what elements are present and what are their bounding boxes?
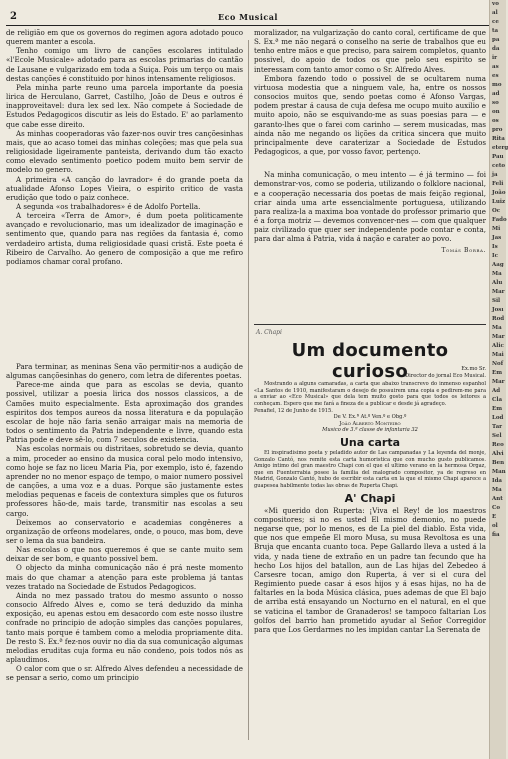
edge-word: Mai (492, 352, 504, 358)
edge-word-list (490, 0, 506, 540)
edge-word: Cla (492, 397, 503, 403)
paragraph: Pela minha parte reuno uma parcela importante da poesia lirica de Herculano, Garret, Castilho, João de Deus e outros é inapproveitavel: dura lex sed lex. Não compete á Sociedade de Estudos Pedagogicos discutir as leis do Estado. E' ao parlamento que cabe esse direito. (6, 82, 243, 129)
edge-word: E (492, 514, 497, 520)
edge-word: Ad (492, 388, 501, 394)
edge-word: so (492, 100, 499, 106)
edge-word: Ben (492, 460, 505, 466)
edge-word: Alic (492, 343, 504, 349)
edge-word: es (492, 73, 499, 79)
subheading: Una carta (339, 435, 401, 449)
paragraph: de religião em que os governos do regimen agora adotado pouco querem manter a escola. (6, 28, 243, 47)
paragraph: A primeira «A canção do lavrador» é do grande poeta da atualidade Afonso Lopes Vieira, o espirito critico de vasta erudição que todo o paiz conhece. (6, 174, 243, 202)
author-name: João Alberto Monteiro (339, 420, 401, 427)
edge-word: Sel (492, 433, 502, 439)
article-intro: Mostrando a alguns camaradas, a carta que abaixo transcrevo do inmenso espanhol «La Santos de 1910, manifestaram o desejo de possuirem uma copia e pedirem-me para a enviar ao «Eco Musical» que dela tem muito gosto para que todos os leitores a conheçam. Espero que me fará a fineza de a publicar e desde já agradeço. (254, 381, 486, 407)
place-date: Penafiel, 12 de Junho de 1915. (254, 407, 333, 414)
edge-word: ol (492, 523, 498, 529)
paragraph: Deixemos ao conservatorio e academias congêneres a organização de orfeons modelares, onde, o pouco, mas bom, deve ser o lema da sua bandeira. (6, 517, 243, 545)
edge-word: Man (492, 469, 506, 475)
edge-word: Tar (492, 424, 503, 430)
edge-word: pa (492, 37, 500, 43)
edge-word: Nof (492, 361, 504, 367)
edge-word: ja (492, 172, 498, 178)
letter-body: «Mi querido don Ruperta: ¡Viva el Rey! de los maestros compositores; si no es usted El mismo demonio, no puede negarse que, por lo menos, es de La piel del diablo. Esta vida, que nos que empeñe El moro Musa, su musa Revoltosa es una Bruja que encanta cuanto toca. Pepe Gallardo lleva a usted á la vida, y nada tiene de extraño en un padre tan fecundo que ha hecho Los hijos del batallon, aun de Las hijas del Zebedeo á Carsesre tocan, amigo don Ruperta, á ver si el cura del Regimiento puede casar á esos hijos y á esas hijas, no ha de faltarles en la boda Música clásica, pues ademas de que El bajo de arriba está ensayando un Nocturno en el natural, en el que se vaticina el tambor de Granaderos! se tampoco faltarian Los golfos del barrio han prometido ayudar al Señor Corregidor para que Los Gerdarmes no les impidan cantar La Serenata de (254, 505, 486, 634)
edge-word: Jas (492, 235, 502, 241)
author-signature: Tomás Borba. (441, 247, 486, 255)
edge-word: ceto (492, 163, 506, 169)
edge-word: da (492, 46, 500, 52)
edge-word: Oc (492, 208, 501, 214)
paragraph: O calor com que o sr. Alfredo Alves defendeu a necessidade de se pensar a serio, como um principio (6, 664, 243, 683)
edge-word: Pau (492, 154, 504, 160)
letter-intro: El inspiradisimo poeta y peladido autor de Las campanadas y La leyenda del monje, Gonzalo Cantó, nos remite esta carta humoristica que con mucho gusto publicamos. Amigo intimo del gran maestro Chapi con el que el ultimo verano en la hermosa Orgaz, que en Fuenterrabia posee la familia del malogrado compositor, ya de regreso en Madrid, Gonzalo Cantó, hubo de escribir esta carta en la que el mismo Chapi aparece a guapesea habilmente todas las obras de Ruperta Chapi. (254, 450, 486, 490)
edge-word: ir (492, 55, 497, 61)
paragraph: Nas escolas o que nos queremos é que se cante muito sem deixar de ser bom, e quanto possivel bem. (6, 545, 243, 564)
edge-word: os (492, 118, 499, 124)
section-rule (254, 324, 486, 325)
edge-word: eterg (492, 145, 508, 151)
paragraph: A segunda «os trabalhadores» é de Adolfo Portella. (16, 201, 201, 211)
edge-word: Lod (492, 415, 504, 421)
edge-word: Feli (492, 181, 504, 187)
edge-word: ce (492, 19, 499, 25)
left-column-bottom (6, 362, 243, 682)
adjacent-page-edge (489, 0, 506, 759)
edge-word: Ma (492, 325, 502, 331)
edge-word: Ida (492, 478, 502, 484)
edge-word: fia (492, 532, 500, 538)
edge-word: vo (492, 1, 499, 7)
edge-word: Ma (492, 271, 502, 277)
edge-word: Em (492, 370, 503, 376)
closing: De V. Ex.ª At.º Ven.º e Obg.º (333, 414, 407, 421)
column-divider (248, 40, 249, 740)
paragraph: Ainda no mez passado tratou do mesmo assunto o nosso consocio Alfredo Alves e, como se terá deduzido da minha exposição, eu apenas estou em desacordo com este nosso ilustre confrade no principio de adoção simples das canções populares, tanto mais porque é tambem como a melodia propriamente dita. De resto S. Ex.ª fez-nos ouvir no dia da sua comunicação algumas melodias eruditas cuja forma eu não condeno, pois todos nós as aplaudimos. (6, 590, 243, 664)
paragraph: Nas escolas normais ou distritaes, sobretudo se devia, quanto a mim, proceder ao ensino da musica coral pelo modo intensivo, como hoje se faz no liceu Maria Pia, por exemplo, isto é, fazendo aprender no no menor espaço de tempo, o maior numero possivel de canções, a uma voz e a duas. Porque são justamente estes melodias pequenas e faceis de contextura simples que os futuros professores hão-de, mais tarde, transmitir nas escolas a seu cargo. (6, 444, 243, 518)
paragraph: Para terminar, as meninas Sena vão permitir-nos a audição de algumas cançõesinhas do genero, com letra de diferentes poetas. (6, 362, 243, 381)
paragraph: Tenho comigo um livro de canções escolares intitulado «l'Ecole Musicale» adotado para as escolas primarias do cantão de Lausane e vulgarizado em toda a Suiça. Pois um terço ou mais destas canções é constituido por hinos intensamente religiosos. (6, 46, 243, 83)
edge-word: Rita (492, 136, 505, 142)
journal-title: Eco Musical (218, 12, 278, 22)
edge-word: mo (492, 82, 502, 88)
recipient: Director do jornal Eco Musical. (405, 372, 486, 379)
edge-word: Ma (492, 487, 502, 493)
paragraph: O objecto da minha comunicação não é prá neste momento mais do que chamar a atenção para este problema já tantas vezes tratado na Sociedade de Estudos Pedagogicos. (6, 563, 243, 591)
edge-word: Sil (492, 298, 501, 304)
edge-word: Mar (492, 334, 505, 340)
edge-word: Co (492, 505, 501, 511)
right-column-top (254, 28, 486, 256)
subheading: A' Chapi (344, 491, 396, 505)
article-body (254, 366, 486, 634)
page-number: 2 (10, 11, 17, 22)
edge-word: ad (492, 91, 500, 97)
edge-word: al (492, 10, 498, 16)
left-column-top (6, 28, 243, 266)
paragraph: Embora fazendo todo o possivel de se ocultarem numa virtuosa modestia que a ninguem vale, ha, entre os nossos consocios muitos que, sendo poetas como é Afonso Vargas, podem prestar á causa de cuja defesa me ocupo muito auxilio e muito apoio, não se esquivando-me as suas poesias para — e garanto-lhes que o farei com carinho — serem musicadas, mas ainda não me negando os lições da critica sincera que muito principalmente deve caraterizar a Sociedade de Estudos Pedagogicos, a que, por vosso favor, pertenço. (254, 73, 486, 157)
edge-word: Aag (492, 262, 504, 268)
edge-word: Reo (492, 442, 504, 448)
paragraph: As minhas cooperadoras vão fazer-nos ouvir tres cançõesinhas mais, que ao acaso tomei das minhas coleções; mas que pela sua religiosidade ligeiramente panteista, derivando dum tão exacto como elevado sentimento poetico podem muito bem servir de modelo no genero. (6, 128, 243, 175)
edge-word: Em (492, 406, 503, 412)
edge-word: Luiz (492, 199, 506, 205)
edge-word: João (492, 190, 506, 196)
article-title: Um documento curioso (291, 340, 449, 382)
salutation: Ex.mo Sr. (461, 366, 486, 372)
edge-word: Rod (492, 316, 505, 322)
edge-word: Is (492, 244, 498, 250)
edge-word: Fado (492, 217, 507, 223)
edge-word: Ic (492, 253, 498, 259)
paragraph: Na minha comunicação, o meu intento — é já termino — foi demonstrar-vos, como se poderia, utilizando o folklore nacional, e a cooperação necessaria dos poetas de mais feição regional, criar ainda uma arte essencialmente portuguesa, utilizando para realiza-la a maxima boa vontade do professor primario que é a força motriz — devemos convencer-nes — com que qualquer paiz civilizado que quer ser independente pode contar e conta, para dar alma á Patria, vida á nação e carater ao povo. (254, 170, 486, 244)
edge-word: ta (492, 28, 499, 34)
edge-word: Mar (492, 379, 505, 385)
paragraph: Parece-me ainda que para as escolas se devia, quanto possivel, utilizar a poesia lirica dos nossos classicos, a de Camões muito especialmente. Esta aproximação dos grandes espiritos dos tempos aureos da nossa literatura e da população escolar de hoje não faria senão arraigar mais na memoria de todos o sentimento da Patria independente e livre, quando esta Patria pode e deve sê-lo, com 7 seculos de existencia. (6, 380, 243, 445)
edge-word: as (492, 64, 499, 70)
handwritten-note: A. Chapi (256, 329, 282, 336)
edge-word: Alvi (492, 451, 504, 457)
edge-word: Alu (492, 280, 503, 286)
edge-word: on (492, 109, 500, 115)
paragraph: moralizador, na vulgarização do canto coral, certificame de que S. Ex.ª me não negará o conselho na serie de trabalhos que eu tenho entre mãos e que preciso, para sairem completos, quanto possivel, do apoio de todos os que pelo seu espirito se interessam com tanto amor como o Sr. Alfredo Alves. (254, 28, 486, 74)
edge-word: Josı (492, 307, 504, 313)
edge-word: Mar (492, 289, 505, 295)
author-role: Musico de 3.ª classe de infantaria 32 (322, 427, 418, 434)
edge-word: pro (492, 127, 503, 133)
edge-word: Mi (492, 226, 501, 232)
edge-word: Ant (492, 496, 503, 502)
page-header (6, 11, 490, 26)
paragraph: A terceira «Terra de Amor», é dum poeta politicamente avançado e revolucionario, mas um idealizador de imaginação e sentimento que, quando para nas regiões da fantasia é, como verdadeiro artista, duma religiosidade quasi cristã. Este poeta é Ribeiro de Carvalho. Ao genero de composição a que me refiro podiamos chamar coral profano. (6, 211, 243, 266)
